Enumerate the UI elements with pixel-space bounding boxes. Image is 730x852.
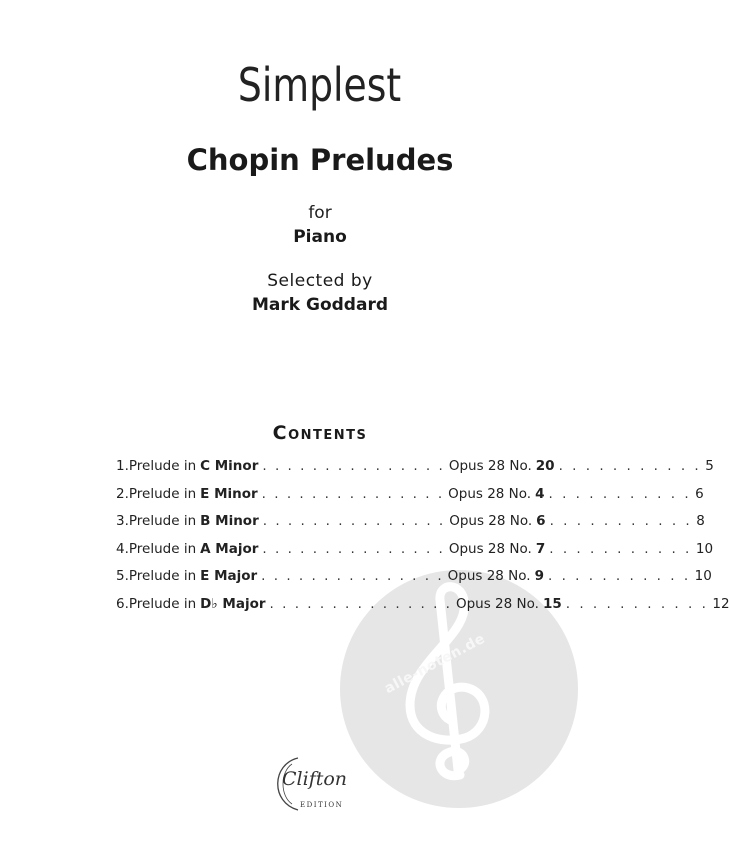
toc-key: C Minor [200,458,259,474]
publisher-logo [268,750,368,816]
toc-row[interactable] [116,458,714,486]
toc-leader-dots: . . . . . . . . . . . . . . . [261,568,444,584]
toc-key: B Minor [200,513,259,529]
toc-leader-dots: . . . . . . . . . . . . . . . [262,458,445,474]
toc-opus-number: 9 [534,568,544,584]
toc-opus: Opus 28 No. [448,485,532,502]
publisher-edition: EDITION [300,801,344,809]
publisher-name: Clifton [282,768,348,790]
for-label: for [308,203,332,223]
toc-opus: Opus 28 No. [449,513,533,529]
toc-number: 6. [116,595,129,612]
toc-prelude-label: Prelude in [128,485,197,502]
toc-row[interactable] [116,513,705,541]
toc-leader-dots: . . . . . . . . . . . [549,513,693,529]
toc-leader-dots: . . . . . . . . . . . . . . . [262,513,446,529]
toc-opus-number: 20 [535,458,555,474]
toc-key: A Major [200,540,259,557]
toc-prelude-label: Prelude in [128,568,197,584]
table-of-contents [116,458,730,623]
toc-row[interactable] [116,485,704,514]
toc-number: 3. [116,513,129,529]
watermark-text: alle-noten.de [382,630,488,698]
toc-page-number: 12 [712,595,730,612]
toc-leader-dots: . . . . . . . . . . . [548,568,691,584]
book-title: Chopin Preludes [186,143,454,177]
toc-leader-dots: . . . . . . . . . . . [558,458,702,474]
toc-key: E Major [200,568,258,584]
toc-page-number: 5 [705,458,714,474]
toc-opus-number: 4 [535,485,545,502]
toc-prelude-label: Prelude in [128,595,197,612]
toc-opus-number: 6 [536,513,546,529]
toc-leader-dots: . . . . . . . . . . . [548,485,692,502]
toc-opus-number: 15 [542,595,562,612]
toc-prelude-label: Prelude in [128,513,197,529]
arranger-name: Mark Goddard [252,295,388,315]
toc-leader-dots: . . . . . . . . . . . [565,595,709,612]
toc-leader-dots: . . . . . . . . . . . . . . . [262,540,445,557]
selected-by-label: Selected by [267,271,373,291]
toc-number: 4. [116,540,129,557]
instrument-label: Piano [293,227,347,247]
toc-row[interactable] [116,540,714,569]
series-name: Simplest [238,58,402,112]
contents-heading: Contents [272,422,368,444]
toc-leader-dots: . . . . . . . . . . . [549,540,692,557]
toc-leader-dots: . . . . . . . . . . . . . . . [261,485,445,502]
toc-number: 5. [116,568,129,584]
toc-page-number: 6 [695,485,704,502]
toc-page-number: 10 [695,540,714,557]
toc-row[interactable] [116,595,730,624]
toc-page-number: 10 [694,568,712,584]
toc-opus: Opus 28 No. [448,458,532,474]
toc-prelude-label: Prelude in [128,540,197,557]
toc-row[interactable] [116,568,712,596]
toc-number: 1. [116,458,129,474]
toc-key: E Minor [200,485,258,502]
toc-prelude-label: Prelude in [128,458,197,474]
toc-page-number: 8 [696,513,705,529]
toc-key: D♭ Major [200,595,266,612]
toc-opus: Opus 28 No. [447,568,531,584]
toc-opus-number: 7 [535,540,546,557]
toc-leader-dots: . . . . . . . . . . . . . . . [269,595,452,612]
toc-number: 2. [116,485,129,502]
toc-opus: Opus 28 No. [455,595,539,612]
toc-opus: Opus 28 No. [448,540,532,557]
